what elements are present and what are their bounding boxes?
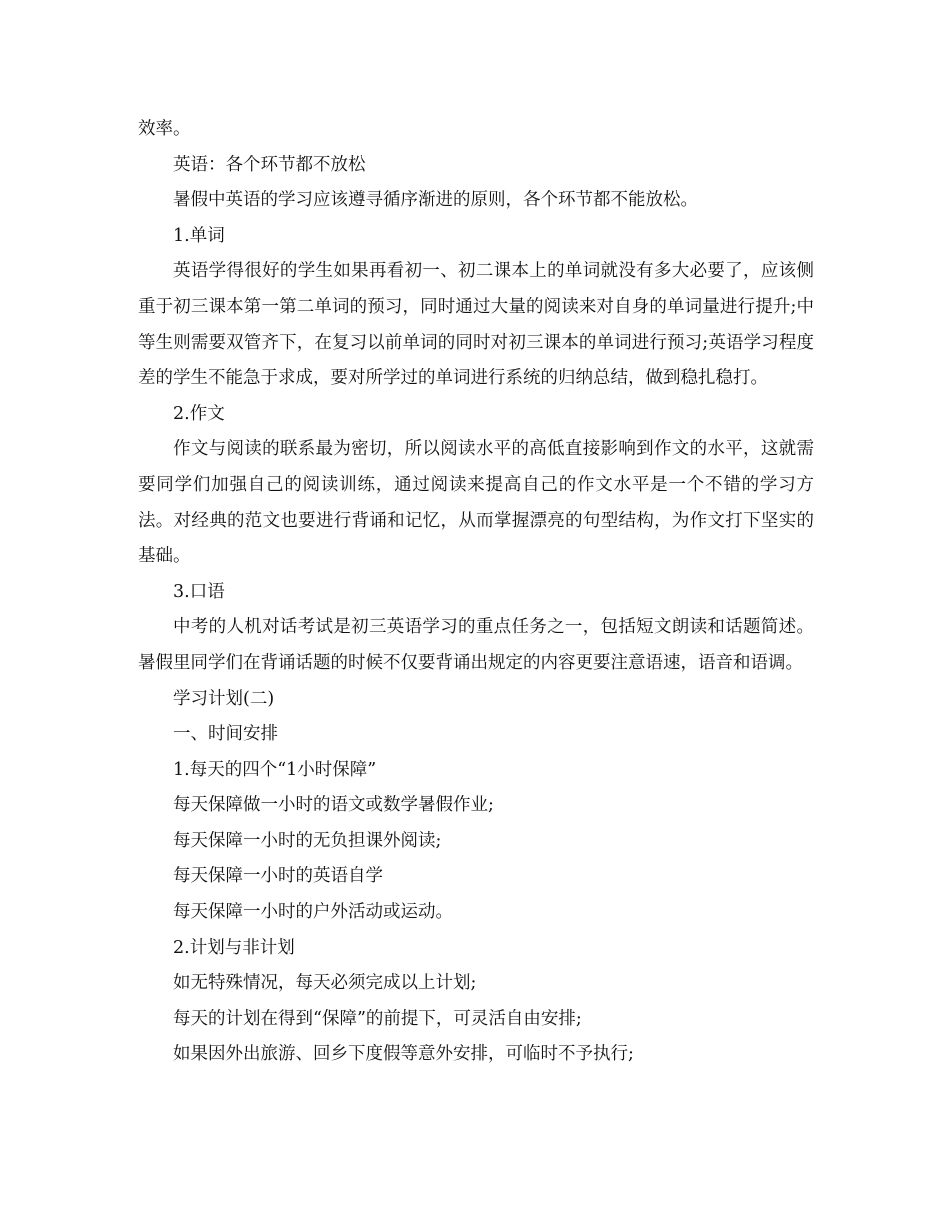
paragraph: 暑假中英语的学习应该遵寻循序渐进的原则，各个环节都不能放松。: [173, 190, 698, 211]
list-item: 每天保障做一小时的语文或数学暑假作业;: [173, 795, 494, 816]
paragraph: 效率。: [138, 119, 191, 139]
list-item: 每天保障一小时的户外活动或运动。: [173, 902, 453, 923]
paragraph: 中考的人机对话考试是初三英语学习的重点任务之一，包括短文朗读和话题简述。暑假里同学们在背诵话题的时候不仅要背诵出规定的内容更要注意语速，语音和语调。: [138, 617, 814, 673]
subheading-time-arrangement: 一、时间安排: [173, 724, 278, 745]
subheading-four-hours: 1.每天的四个“1小时保障”: [173, 759, 377, 780]
list-item: 每天保障一小时的英语自学: [173, 866, 383, 887]
document-page: [138, 112, 814, 1073]
list-item: 每天保障一小时的无负担课外阅读;: [173, 830, 442, 851]
paragraph: 英语学得很好的学生如果再看初一、初二课本上的单词就没有多大必要了，应该侧重于初三课本第一第二单词的预习，同时通过大量的阅读来对自身的单词量进行提升;中等生则需要双管齐下，在复习以前单词的同时对初三课本的单词进行预习;英语学习程度差的学生不能急于求成，要对所学过的单词进行系统的归纳总结，做到稳扎稳打。: [138, 261, 814, 389]
subheading-composition: 2.作文: [173, 403, 225, 424]
list-item: 如无特殊情况，每天必须完成以上计划;: [173, 973, 477, 994]
list-item: 每天的计划在得到“保障”的前提下，可灵活自由安排;: [173, 1008, 582, 1029]
paragraph: 作文与阅读的联系最为密切，所以阅读水平的高低直接影响到作文的水平，这就需要同学们加强自己的阅读训练，通过阅读来提高自己的作文水平是一个不错的学习方法。对经典的范文也要进行背诵和记忆，从而掌握漂亮的句型结构，为作文打下坚实的基础。: [138, 439, 814, 567]
subheading-plan-nonplan: 2.计划与非计划: [173, 937, 295, 958]
section-heading-plan-two: 学习计划(二): [173, 688, 275, 709]
list-item: 如果因外出旅游、回乡下度假等意外安排，可临时不予执行;: [173, 1044, 634, 1065]
subheading-speaking: 3.口语: [173, 581, 225, 602]
subheading-vocabulary: 1.单词: [173, 225, 225, 246]
section-heading-english: 英语：各个环节都不放松: [173, 154, 366, 175]
